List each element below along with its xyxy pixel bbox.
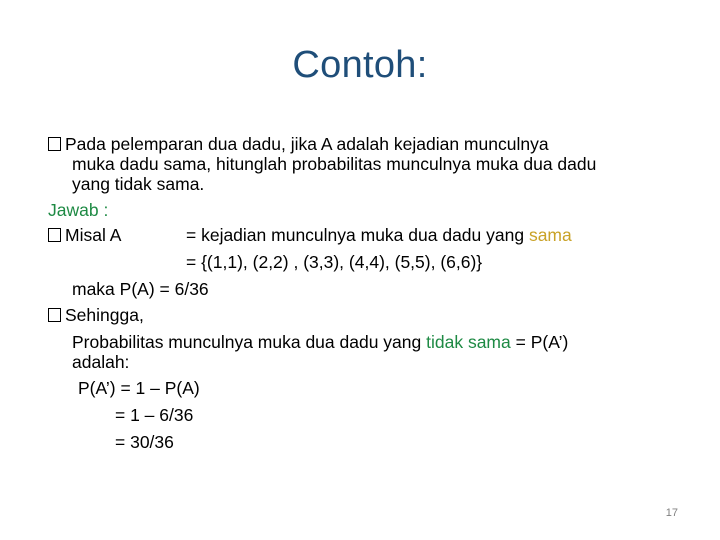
problem-line-1 [48, 133, 549, 155]
problem-text-1: Pada pelemparan dua dadu, jika A adalah kejadian munculnya [65, 134, 549, 154]
sehingga-line-1 [72, 331, 568, 353]
misal-definition [186, 224, 572, 246]
sehingga-prefix: Probabilitas munculnya muka dua dadu yang [72, 332, 427, 352]
checkbox-bullet-icon [48, 308, 61, 322]
misal-set: = {(1,1), (2,2) , (3,3), (4,4), (5,5), (6,6)} [186, 252, 483, 272]
problem-line-2: muka dadu sama, hitunglah probabilitas munculnya muka dua dadu [72, 154, 597, 174]
misal-def-prefix: = kejadian munculnya muka dua dadu yang [186, 225, 529, 245]
page-number: 17 [665, 507, 678, 519]
sehingga-suffix: = P(A’) [510, 332, 569, 352]
sehingga-label: Sehingga, [65, 305, 144, 325]
slide-title: Contoh: [292, 44, 428, 86]
misal-def-highlight: sama [528, 225, 572, 245]
problem-line-3: yang tidak sama. [72, 174, 205, 194]
misal-probability: maka P(A) = 6/36 [72, 279, 209, 299]
misal-label-line [48, 224, 121, 246]
checkbox-bullet-icon [48, 228, 61, 242]
calc-line-3: = 30/36 [115, 432, 174, 452]
misal-label: Misal A [65, 225, 122, 245]
answer-label: Jawab : [48, 200, 109, 220]
checkbox-bullet-icon [48, 137, 61, 151]
calc-line-1: P(A’) = 1 – P(A) [78, 378, 200, 398]
sehingga-highlight: tidak sama [426, 332, 511, 352]
sehingga-line-2: adalah: [72, 352, 130, 372]
sehingga-label-line [48, 304, 144, 326]
calc-line-2: = 1 – 6/36 [115, 405, 194, 425]
